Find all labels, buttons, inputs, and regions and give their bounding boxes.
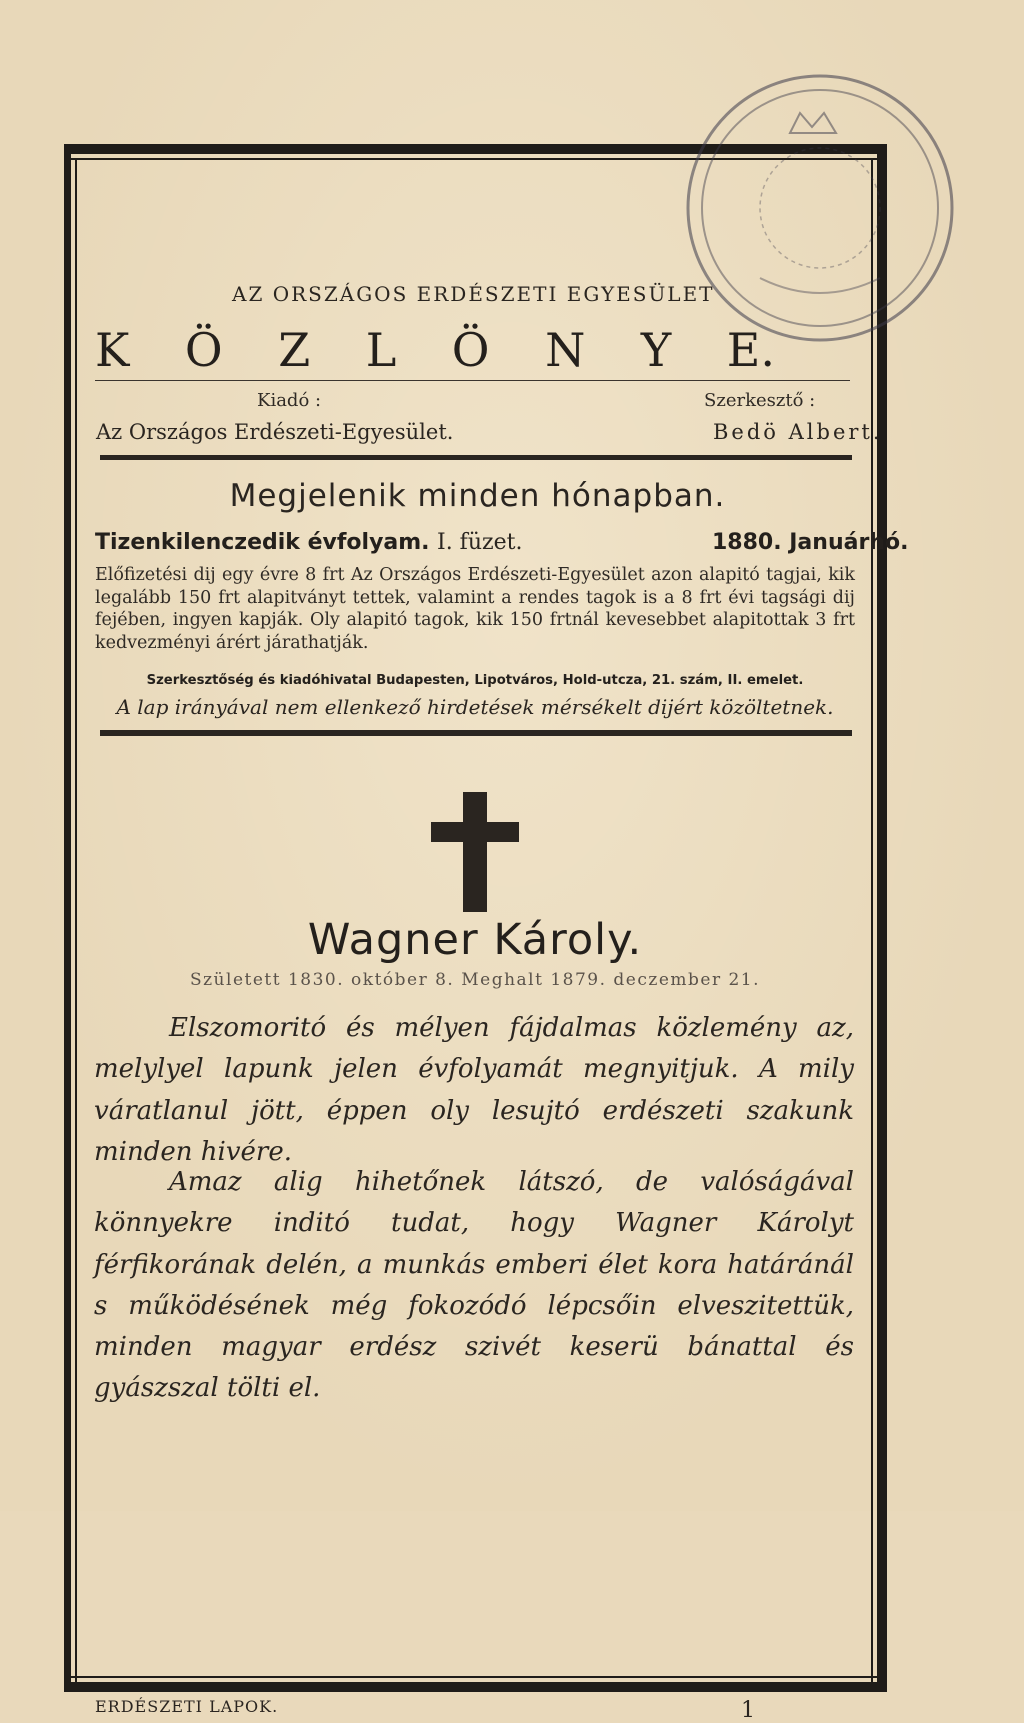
page-number: 1 bbox=[741, 1698, 755, 1723]
kozlony-letter: Z bbox=[278, 323, 311, 377]
publisher-value: Az Országos Erdészeti-Egyesület. bbox=[96, 420, 454, 444]
publication-frequency: Megjelenik minden hónapban. bbox=[229, 478, 726, 514]
editor-value: Bedö Albert. bbox=[713, 420, 883, 444]
obituary-dates: Született 1830. október 8. Meghalt 1879. deczember 21. bbox=[189, 970, 761, 990]
kozlony-letter: K bbox=[95, 323, 130, 377]
kozlony-letter: N bbox=[545, 323, 586, 377]
subscription-info: Előfizetési dij egy évre 8 frt Az Országos Erdészeti-Egyesület azon alapitó tagjai, kik legalább 150 frt alapitványt tettek, valamint a rendes tagok is a 8 frt évi tagsági dij fejében, ingyen kapják. Oly alapitó tagok, kik 150 frtnál kevesebbet alapitottak 3 frt kedvezményi árért járathatják. bbox=[95, 565, 855, 653]
obituary-name: Wagner Károly. bbox=[307, 915, 643, 965]
publisher-label: Kiadó : bbox=[257, 390, 322, 411]
footer-journal: ERDÉSZETI LAPOK. bbox=[95, 1697, 279, 1716]
obituary-paragraph: Amaz alig hihetőnek látszó, de valóságával könnyekre inditó tudat, hogy Wagner Károlyt férfikorának delén, a munkás emberi élet kora határánál s működésének még fokozódó lépcsőin elveszitettük, minden magyar erdész szivét keserü bánattal és gyászszal tölti el. bbox=[94, 1167, 854, 1404]
kozlony-letter: E. bbox=[726, 323, 775, 377]
volume-label: Tizenkilenczedik évfolyam. bbox=[95, 530, 430, 555]
journal-subtitle: AZ ORSZÁGOS ERDÉSZETI EGYESÜLET bbox=[232, 282, 715, 306]
editor-label: Szerkesztő : bbox=[704, 390, 816, 411]
library-seal-icon bbox=[640, 58, 960, 368]
divider bbox=[100, 730, 852, 736]
issue-date: 1880. Januárhó. bbox=[712, 530, 909, 555]
divider bbox=[100, 455, 852, 460]
kozlony-letter: L bbox=[365, 323, 397, 377]
advertising-note: A lap irányával nem ellenkező hirdetések mérsékelt dijért közöltetnek. bbox=[116, 695, 834, 719]
office-address: Szerkesztőség és kiadóhivatal Budapesten, Lipotváros, Hold-utcza, 21. szám, II. emelet. bbox=[146, 673, 804, 688]
obituary-paragraph: Elszomoritó és mélyen fájdalmas közlemény az, melylyel lapunk jelen évfolyamát megnyitjuk. A mily váratlanul jött, éppen oly lesujtó erdészeti szakunk minden hivére. bbox=[94, 1013, 854, 1167]
divider bbox=[95, 380, 850, 381]
issue-number: I. füzet. bbox=[437, 530, 523, 555]
kozlony-letter: Ö bbox=[451, 323, 490, 377]
kozlony-letter: Y bbox=[640, 323, 672, 377]
kozlony-letter: Ö bbox=[184, 323, 223, 377]
